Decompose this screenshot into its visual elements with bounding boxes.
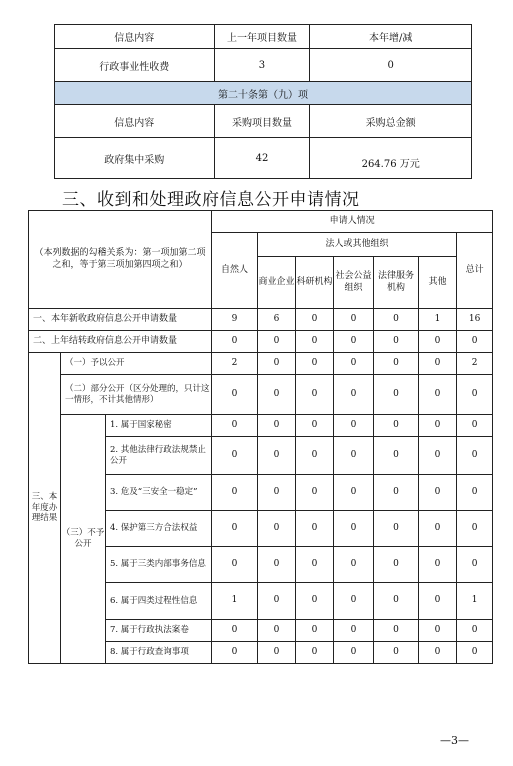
table-cell: 0 <box>212 547 258 583</box>
table-cell: 0 <box>296 642 334 664</box>
table-cell: 0 <box>457 415 493 437</box>
table-row <box>55 105 472 138</box>
row-label: 7. 属于行政执法案卷 <box>106 620 212 642</box>
table-cell: 0 <box>296 547 334 583</box>
table-cell: 0 <box>419 353 457 375</box>
legal-org-header: 法人或其他组织 <box>258 233 457 257</box>
table-cell: 264.76 万元 <box>310 138 472 179</box>
table-cell: 1 <box>419 309 457 331</box>
table-cell: 0 <box>374 353 419 375</box>
table-cell: 0 <box>457 375 493 415</box>
org-type-header: 其他 <box>419 257 457 309</box>
table-cell: 0 <box>374 415 419 437</box>
row-label: 3. 危及“三安全一稳定” <box>106 475 212 511</box>
table-cell: 0 <box>212 375 258 415</box>
table-cell: 16 <box>457 309 493 331</box>
table-cell: 0 <box>212 642 258 664</box>
table-cell: 0 <box>374 583 419 620</box>
total-header: 总计 <box>457 233 493 309</box>
table-cell: 2 <box>457 353 493 375</box>
table-cell: 0 <box>419 583 457 620</box>
table-cell: 6 <box>258 309 296 331</box>
procurement-table <box>54 24 472 179</box>
org-type-header: 商业企业 <box>258 257 296 309</box>
row-label: 5. 属于三类内部事务信息 <box>106 547 212 583</box>
not-open-label: （三）不予公开 <box>61 415 106 664</box>
table-cell: 0 <box>258 547 296 583</box>
table-row <box>55 49 472 82</box>
table-cell: 信息内容 <box>55 25 215 49</box>
row-label: （二）部分公开（区分处理的，只计这一情形，不计其他情形） <box>61 375 212 415</box>
section-heading: 三、收到和处理政府信息公开申请情况 <box>62 190 360 210</box>
table-cell: 采购总金额 <box>310 105 472 138</box>
table-cell: 1 <box>212 583 258 620</box>
org-type-header: 社会公益组织 <box>334 257 374 309</box>
table-cell: 0 <box>334 511 374 547</box>
table-cell: 0 <box>419 475 457 511</box>
table-cell: 0 <box>258 353 296 375</box>
table-cell: 0 <box>296 620 334 642</box>
table-cell: 1 <box>457 583 493 620</box>
table-cell: 0 <box>334 309 374 331</box>
table-cell: 0 <box>419 375 457 415</box>
table-cell: 0 <box>258 415 296 437</box>
row-label: 6. 属于四类过程性信息 <box>106 583 212 620</box>
section-row <box>55 82 472 105</box>
table-cell: 0 <box>334 583 374 620</box>
table-cell: 0 <box>296 475 334 511</box>
table-cell: 0 <box>258 331 296 353</box>
table-cell: 2 <box>212 353 258 375</box>
table-cell: 0 <box>334 331 374 353</box>
table-cell: 0 <box>374 642 419 664</box>
table-cell: 0 <box>419 642 457 664</box>
table-cell: 9 <box>212 309 258 331</box>
org-type-header: 法律服务机构 <box>374 257 419 309</box>
table-cell: 0 <box>374 331 419 353</box>
table-cell: 上一年项目数量 <box>214 25 310 49</box>
table-cell: 0 <box>374 309 419 331</box>
table-cell: 信息内容 <box>55 105 215 138</box>
row-label: 一、本年新收政府信息公开申请数量 <box>29 309 212 331</box>
table-cell: 0 <box>258 642 296 664</box>
table-cell: 0 <box>334 547 374 583</box>
table-cell: 0 <box>310 49 472 82</box>
table-cell: 0 <box>334 475 374 511</box>
table-cell: 0 <box>419 547 457 583</box>
table-cell: 0 <box>457 642 493 664</box>
table-cell: 0 <box>296 583 334 620</box>
table-cell: 本年增/减 <box>310 25 472 49</box>
table-cell: 0 <box>334 375 374 415</box>
row-label: 8. 属于行政查询事项 <box>106 642 212 664</box>
table-cell: 0 <box>457 511 493 547</box>
table-cell: 0 <box>296 415 334 437</box>
table-cell: 0 <box>374 475 419 511</box>
table-row <box>55 25 472 49</box>
table-cell: 0 <box>457 437 493 475</box>
table-cell: 0 <box>334 620 374 642</box>
table-cell: 0 <box>334 642 374 664</box>
result-group-label: 三、本年度办理结果 <box>29 353 61 664</box>
table-cell: 0 <box>457 547 493 583</box>
table-cell: 0 <box>419 620 457 642</box>
table-cell: 0 <box>419 511 457 547</box>
table-cell: 0 <box>419 437 457 475</box>
table-row <box>29 415 493 437</box>
applicant-header: 申请人情况 <box>212 211 493 233</box>
table-row <box>55 138 472 179</box>
table-cell: 42 <box>214 138 310 179</box>
table-cell: 0 <box>374 375 419 415</box>
applications-table <box>28 210 493 664</box>
table-cell: 0 <box>212 331 258 353</box>
table-cell: 0 <box>296 511 334 547</box>
table-cell: 0 <box>457 331 493 353</box>
table-cell: 0 <box>296 375 334 415</box>
table-cell: 3 <box>214 49 310 82</box>
table-row <box>29 309 493 331</box>
table-cell: 0 <box>212 415 258 437</box>
table-cell: 0 <box>258 620 296 642</box>
table-cell: 0 <box>212 475 258 511</box>
table-cell: 0 <box>258 437 296 475</box>
table-cell: 0 <box>457 620 493 642</box>
table-cell: 0 <box>334 415 374 437</box>
row-label: 二、上年结转政府信息公开申请数量 <box>29 331 212 353</box>
page-number: —3— <box>440 734 469 747</box>
row-label: 1. 属于国家秘密 <box>106 415 212 437</box>
row-label: （一）予以公开 <box>61 353 212 375</box>
table-cell: 0 <box>296 331 334 353</box>
section-title: 第二十条第（九）项 <box>55 82 472 105</box>
row-label: 4. 保护第三方合法权益 <box>106 511 212 547</box>
table-row <box>29 211 493 233</box>
org-type-header: 科研机构 <box>296 257 334 309</box>
table-cell: 采购项目数量 <box>214 105 310 138</box>
table-cell: 行政事业性收费 <box>55 49 215 82</box>
table-cell: 0 <box>296 309 334 331</box>
table-cell: 0 <box>374 547 419 583</box>
row-label: 2. 其他法律行政法规禁止公开 <box>106 437 212 475</box>
table-cell: 政府集中采购 <box>55 138 215 179</box>
table-cell: 0 <box>334 353 374 375</box>
table-row <box>29 353 493 375</box>
table-cell: 0 <box>296 437 334 475</box>
table-cell: 0 <box>212 511 258 547</box>
natural-person-header: 自然人 <box>212 233 258 309</box>
table-cell: 0 <box>258 375 296 415</box>
table-cell: 0 <box>212 620 258 642</box>
table-cell: 0 <box>296 353 334 375</box>
table-row <box>29 331 493 353</box>
table-cell: 0 <box>258 583 296 620</box>
table-cell: 0 <box>419 415 457 437</box>
table-cell: 0 <box>258 511 296 547</box>
table-cell: 0 <box>374 511 419 547</box>
table-cell: 0 <box>374 437 419 475</box>
table-cell: 0 <box>457 475 493 511</box>
table-cell: 0 <box>374 620 419 642</box>
table-cell: 0 <box>419 331 457 353</box>
table-row <box>29 375 493 415</box>
table-cell: 0 <box>258 475 296 511</box>
table-note: （本列数据的勾稽关系为：第一项加第二项之和，等于第三项加第四项之和） <box>29 211 212 309</box>
table-cell: 0 <box>334 437 374 475</box>
table-cell: 0 <box>212 437 258 475</box>
